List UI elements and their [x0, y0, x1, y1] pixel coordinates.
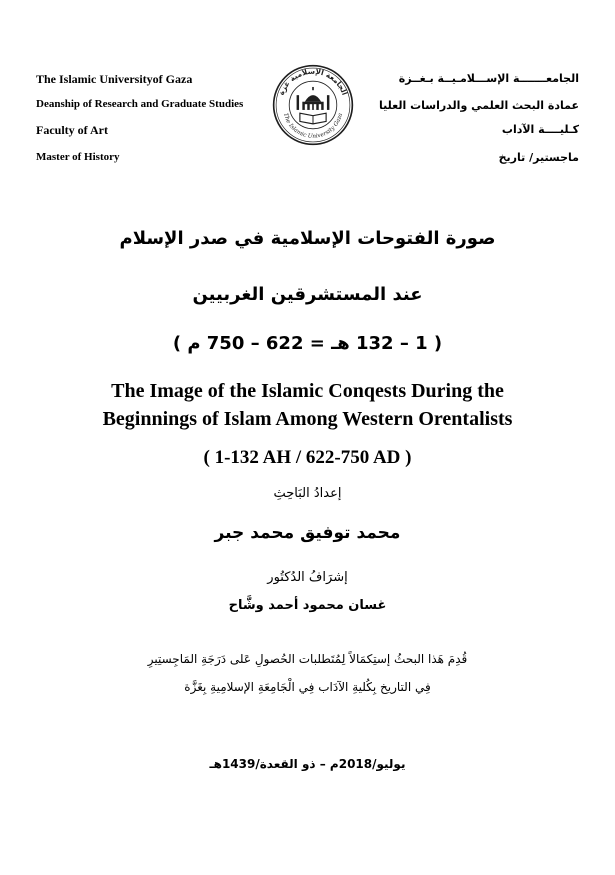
submission-line2: فِي التاريخ بِكُليةِ الآدَاب فِي الْجَامِعَةِ الإسلامِيةِ بِغَزَّة: [184, 680, 431, 694]
university-name-en: The Islamic Universityof Gaza: [36, 72, 193, 86]
faculty-ar: كـليــــة الآداب: [501, 123, 579, 136]
title-ar-dates: ( 1 – 132 هـ = 622 – 750 م ): [172, 333, 443, 354]
supervisor-label: إشرَافُ الدُكتُور: [267, 570, 348, 585]
seal-building-icon: [297, 87, 330, 110]
submission-date: يوليو/2018م – ذو القعدة/1439هـ: [209, 757, 406, 771]
university-name-ar: الجامعـــــــة الإســـلامـيــة بـغــزة: [398, 72, 579, 85]
program-ar: ماجستير/ تاريخ: [498, 151, 579, 164]
title-ar-line1: صورة الفتوحات الإسلامية في صدر الإسلام: [119, 228, 496, 249]
researcher-name: محمد توفيق محمد جبر: [214, 523, 401, 543]
researcher-label: إعدادُ البَاحِثِ: [273, 486, 342, 501]
seal-ring-text-ar: الجامعة الإسلامية غزة: [276, 66, 350, 97]
program-en: Master of History: [36, 151, 120, 163]
deanship-ar: عمادة البحث العلمي والدراسات العليا: [379, 99, 579, 112]
title-en-line2: Beginnings of Islam Among Western Orentalists: [102, 408, 513, 430]
seal-book-icon: [300, 113, 326, 124]
title-en-line1: The Image of the Islamic Conqests During the: [111, 380, 504, 402]
title-ar-line2: عند المستشرقين الغربيين: [192, 284, 423, 305]
submission-line1: قُدِمَ هَذا البحثُ إستِكمَالاً لِمُتَطلبات الحُصولِ عَلى دَرَجَةِ المَاجِستِيرِ: [147, 652, 468, 666]
university-seal: [272, 64, 354, 146]
seal-ring-text-en: The Islamic University Gaza: [281, 112, 345, 140]
deanship-en: Deanship of Research and Graduate Studies: [36, 98, 244, 110]
faculty-en: Faculty of Art: [36, 123, 108, 137]
title-en-dates: ( 1-132 AH / 622-750 AD ): [203, 447, 412, 468]
supervisor-name: غسان محمود أحمد وشَّاح: [228, 598, 387, 613]
